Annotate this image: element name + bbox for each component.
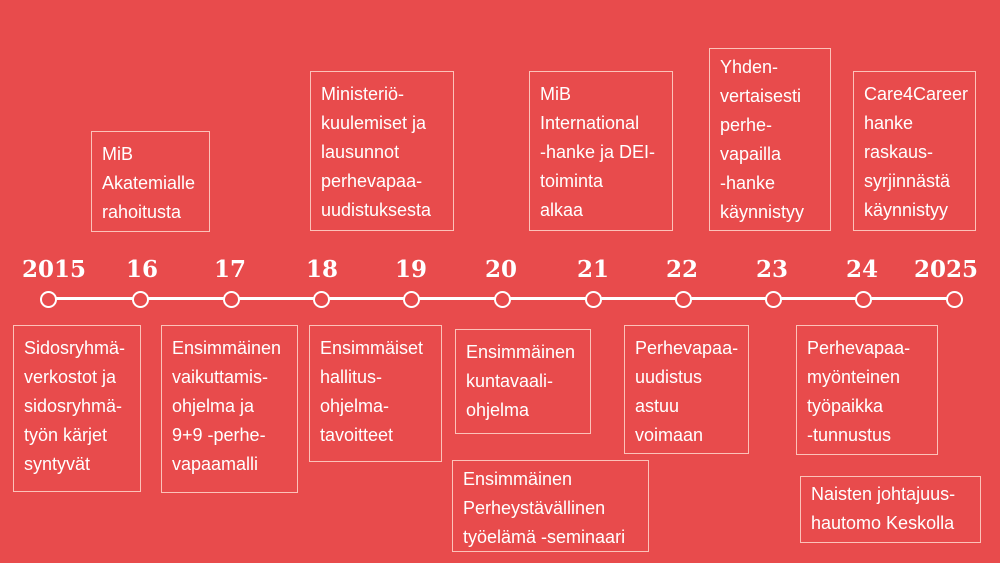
event-text: Yhden- <box>720 57 779 77</box>
event-text: 9+9 -perhe- <box>172 425 266 445</box>
event-text: Ensimmäinen <box>466 342 576 362</box>
event-text: kuulemiset ja <box>321 113 427 133</box>
timeline-dot <box>223 291 240 308</box>
event-box-bottom <box>455 329 591 434</box>
event-text: perhe- <box>720 115 773 135</box>
event-text: ohjelma <box>466 400 530 420</box>
timeline-dot <box>132 291 149 308</box>
event-text: Ensimmäinen <box>463 469 573 489</box>
year-label: 19 <box>394 256 427 283</box>
event-text: -hanke ja DEI- <box>540 142 656 162</box>
event-text: perhevapaa- <box>321 171 423 191</box>
event-text: Sidosryhmä- <box>24 338 126 358</box>
event-text: myönteinen <box>807 367 901 387</box>
event-text: astuu <box>635 396 680 416</box>
year-label: 23 <box>755 256 788 283</box>
year-label: 21 <box>576 256 609 283</box>
event-text: Ministeriö- <box>321 84 405 104</box>
event-text: Ensimmäinen <box>172 338 282 358</box>
event-text: Care4Career <box>864 84 969 104</box>
event-box-bottom <box>452 460 649 552</box>
event-text: toiminta <box>540 171 604 191</box>
event-box-bottom <box>796 325 938 455</box>
year-label: 2025 <box>913 256 978 283</box>
event-text: vertaisesti <box>720 86 802 106</box>
event-box-bottom <box>800 476 981 543</box>
event-box-bottom <box>309 325 442 462</box>
event-text: vaikuttamis- <box>172 367 269 387</box>
event-text: syntyvät <box>24 454 91 474</box>
event-text: vapailla <box>720 144 782 164</box>
event-text: raskaus- <box>864 142 934 162</box>
event-box-top <box>310 71 454 231</box>
event-text: lausunnot <box>321 142 400 162</box>
event-text: MiB <box>102 144 133 164</box>
event-text: hanke <box>864 113 914 133</box>
event-text: Perheystävällinen <box>463 498 606 518</box>
timeline-dot <box>946 291 963 308</box>
event-text: -hanke <box>720 173 776 193</box>
event-text: kuntavaali- <box>466 371 554 391</box>
event-box-top <box>853 71 976 231</box>
event-text: ohjelma- <box>320 396 390 416</box>
event-box-bottom <box>161 325 298 493</box>
event-text: voimaan <box>635 425 704 445</box>
event-box-top <box>529 71 673 231</box>
event-box-top <box>709 48 831 231</box>
event-text: tavoitteet <box>320 425 394 445</box>
event-text: Perhevapaa- <box>635 338 739 358</box>
event-text: työpaikka <box>807 396 884 416</box>
event-text: Akatemialle <box>102 173 196 193</box>
timeline-dot <box>403 291 420 308</box>
event-text: hautomo Keskolla <box>811 513 955 533</box>
year-label: 24 <box>845 256 878 283</box>
event-text: International <box>540 113 640 133</box>
year-label: 20 <box>484 256 517 283</box>
event-text: hallitus- <box>320 367 383 387</box>
year-label: 16 <box>125 256 158 283</box>
event-text: MiB <box>540 84 571 104</box>
event-text: uudistus <box>635 367 703 387</box>
timeline-dot <box>40 291 57 308</box>
event-text: vapaamalli <box>172 454 259 474</box>
year-label: 22 <box>665 256 698 283</box>
event-text: Naisten johtajuus- <box>811 484 956 504</box>
event-text: Ensimmäiset <box>320 338 424 358</box>
event-text: käynnistyy <box>864 200 949 220</box>
timeline-dot <box>313 291 330 308</box>
event-text: ohjelma ja <box>172 396 255 416</box>
event-text: rahoitusta <box>102 202 182 222</box>
event-text: käynnistyy <box>720 202 805 222</box>
timeline-dot <box>765 291 782 308</box>
event-text: verkostot ja <box>24 367 117 387</box>
timeline-dot <box>855 291 872 308</box>
event-text: sidosryhmä- <box>24 396 123 416</box>
timeline-dot <box>585 291 602 308</box>
year-label: 18 <box>305 256 338 283</box>
event-box-top <box>91 131 210 232</box>
timeline-dot <box>494 291 511 308</box>
event-text: työn kärjet <box>24 425 108 445</box>
year-label: 17 <box>213 256 246 283</box>
event-text: työelämä -seminaari <box>463 527 626 547</box>
event-text: alkaa <box>540 200 584 220</box>
event-text: uudistuksesta <box>321 200 432 220</box>
timeline-dot <box>675 291 692 308</box>
event-box-bottom <box>624 325 749 454</box>
event-text: syrjinnästä <box>864 171 951 191</box>
event-text: -tunnustus <box>807 425 892 445</box>
event-text: Perhevapaa- <box>807 338 911 358</box>
event-box-bottom <box>13 325 141 492</box>
year-label: 2015 <box>21 256 86 283</box>
